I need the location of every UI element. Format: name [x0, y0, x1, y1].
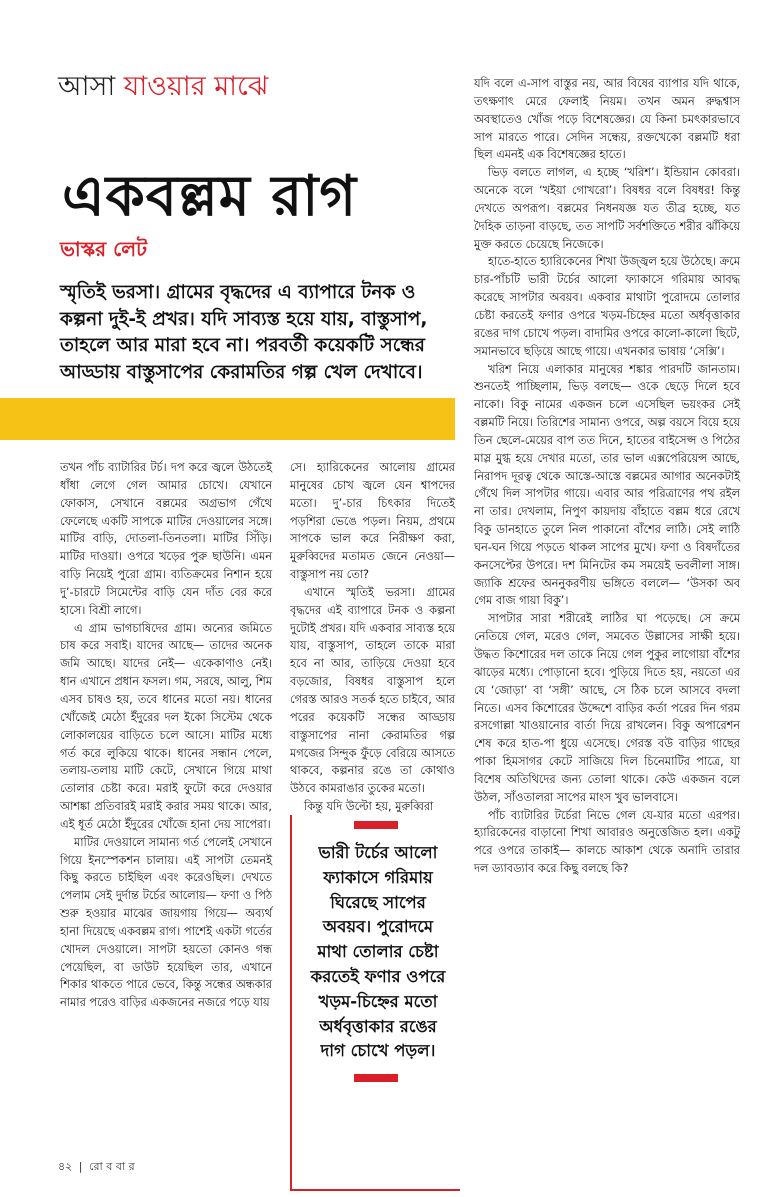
section-header-word-1: আসা — [58, 71, 116, 102]
decorative-yellow-band — [0, 398, 455, 440]
paragraph: এ গ্রাম ভাগচাষিদের গ্রাম। অন্যের জমিতে চাষ করে সবাই। যাদের আছে— তাদের অনেক জমি আছে। যাদের নেই— একেকাণাও নেই। ধান এখানে প্রধান ফসল। গম, সরষে, আলু, শিম এসব চাষও হয়, তবে ধানের মতো নয়। ধানের খোঁজেই মেঠো ইঁদুরের দল ইকো সিস্টেম থেকে লোকালয়ের বাড়িতে চলে আসে। মাটির মধ্যে গর্ত করে লুকিয়ে থাকে। ধানের সন্ধান পেলে, তলায়-তলায় মাটি কেটে, সেখানে গিয়ে মাথা তোলার চেষ্টা করে। মরাই ফুটো করে দেওয়ার আশঙ্কা প্রতিবারই মরাই করার সময় থাকে। আর, এই ধূর্ত মেঠো ইঁদুরের খোঁজে হানা দেয় সাপেরা। — [60, 621, 272, 831]
paragraph: মাটির দেওয়ালে সামান্য গর্ত পেলেই সেখানে গিয়ে ইনস্পেকশন চালায়। এই সাপটা তেমনই কিছু করতে চাইছিল এবং করেওছিল। দেখতে পেলাম সেই দুর্দান্ত টর্চের আলোয়— ফণা ও পিঠ শুরু হওয়ার মাঝের জায়গায় গিয়ে— অব্যর্থ হানা দিয়েছে একবল্লম রাগ। পাশেই একটা গর্তের খোদল দেওয়ালে। সাপটা হয়তো কোনও গন্ধ পেয়েছিল, বা ডাউট হয়েছিল তার, এখানে শিকার থাকতে পারে ভেবে, কিন্তু সন্ধের অন্ধকার নামার পরেও বাড়ির একজনের নজরে পড়ে যায় — [60, 835, 272, 1010]
body-column-1 — [60, 459, 272, 1012]
author-byline: ভাস্কর লেট — [60, 237, 147, 261]
pull-quote-box — [290, 815, 460, 1191]
paragraph: যদি বলে এ-সাপ বাস্তুর নয়, আর বিষের ব্যাপার যদি থাকে, তৎক্ষণাৎ মেরে ফেলাই নিয়ম। তখন অমন রুদ্ধশ্বাস অবস্থাতেও খোঁজ পড়ে বিশেষজ্ঞের। যে কিনা চমৎকারভাবে সাপ মারতে পারে। সেদিন সন্ধেয়, রক্তখেকো বল্লমটি ধরা ছিল এমনই এক বিশেষজ্ঞের হাতে। — [474, 77, 740, 162]
pull-quote-text: ভারী টর্চের আলো ফ্যাকাসে গরিমায় ঘিরেছে সাপের অবয়ব। পুরোদমে মাথা তোলার চেষ্টা করতেই ফণার ওপরে খড়ম-চিহ্নের মতো অর্ধবৃত্তাকার রঙের দাগ চোখে পড়ল। — [310, 843, 446, 1061]
paragraph: এখানে স্মৃতিই ভরসা। গ্রামের বৃদ্ধদের এই ব্যাপারে টনক ও কল্পনা দুটোই প্রখর। যদি একবার সাব্যস্ত হয়ে যায়, বাস্তুসাপ, তাহলে তাকে মারা হবে না আর, তাড়িয়ে দেওয়া হবে বড়জোর, বিষধর বাস্তুসাপ হলে গেরস্ত আরও সতর্ক হতে চাইবে, আর পরের কয়েকটি সন্ধের আড্ডায় বাস্তুসাপের নানা কেরামতির গল্প মগজের সিন্দুক ফুঁড়ে বেরিয়ে আসতে থাকবে, কল্পনার রঙে তা কোথাও উঠবে কামরাঙার তুকের মতো। — [290, 585, 455, 796]
paragraph: হাতে-হাতে হ্যারিকেনের শিখা উজ্জ্বল হয়ে উঠেছে। ক্রমে চার-পাঁচটি ভারী টর্চের আলো ফ্যাকাসে গরিমায় আবদ্ধ করেছে সাপটার অবয়ব। একবার মাথাটা পুরোদমে তোলার চেষ্টা করতেই ফণার ওপরে খড়ম-চিহ্নের মতো অর্ধবৃত্তাকার রঙের দাগ চোখে পড়ল। বাদামির ওপরে কালো-কালো ছিটে, সমানভাবে ছড়িয়ে আছে গায়ে। এখনকার ভাষায় ‘সেক্সি’। — [474, 255, 740, 358]
body-column-3 — [474, 75, 740, 878]
pull-quote-top-bar — [354, 821, 398, 829]
paragraph: তখন পাঁচ ব্যাটারির টর্চ। দপ করে জ্বলে উঠতেই ধাঁধা লেগে গেল আমার চোখে। যেখানে ফোকাস, সেখানে বল্লমের অগ্রভাগ গেঁথে ফেলেছে একটি সাপকে মাটির দেওয়ালের সঙ্গে। মাটির বাড়ি, দোতলা-তিনতলা। মাটির সিঁড়ি। মাটির দাওয়া। ওপরে খড়ের পুরু ছাউনি। এমন বাড়ি নিয়েই পুরো গ্রাম। ব্যতিক্রমের নিশান হয়ে দু’-চারটে সিমেন্টের বাড়ি যেন দাঁত বের করে হাসে। বিশ্রী লাগে। — [60, 461, 272, 617]
section-header — [58, 70, 268, 104]
paragraph: খরিশ নিয়ে এলাকার মানুষের শঙ্কার পারদটি জানতাম। শুনতেই পাচ্ছিলাম, ভিড় বলছে— ওকে ছেড়ে দিলে হবে নাকো। বিকু নামের একজন চলে এসেছিল ভয়ংকর সেই বল্লমটি নিয়ে। তিরিশের সামান্য ওপরে, অল্প বয়সে বিয়ে হয়ে তিন ছেলে-মেয়ের বাপ তত দিনে, হাতের বাইসেপ্স ও পিঠের মাস্ল মুগ্ধ হয়ে দেখার মতো, তার ভাল এক্সপেরিয়েন্স আছে, নিরাপদ দূরত্ব থেকে আস্তে-আস্তে বল্লমের আগার অনেকটাই গেঁথে দিল সাপটার গায়ে। এবার আর পরিত্রাণের পথ রইল না তার। দেখলাম, নিপুণ কায়দায় বাঁহাতে বল্লম ধরে রেখে বিকু ডানহাতে তুলে নিল পাকানো বাঁশের লাঠি। সেই লাঠি ঘন-ঘন গিয়ে পড়তে থাকল সাপের মুখে। ফণা ও বিষদাঁতের কনসেপ্টের উপরে। দশ মিনিটের কম সময়েই ভবলীলা সাঙ্গ। জ্যাকি শ্রফের অননুকরণীয় ভঙ্গিতে বললে— ‘উসকা অব গেম বাজ গায়া বিকু’। — [474, 362, 740, 608]
paragraph: ভিড় বলতে লাগল, এ হচ্ছে ‘খরিশ’। ইন্ডিয়ান কোবরা। অনেকে বলে ‘খইয়া গোখরো’। বিষধর বলে বিষধর! কিন্তু দেখতে অপরূপ। বল্লমের নিধনযজ্ঞ যত তীব্র হচ্ছে, যত দৈহিক তাড়না বাড়ছে, তত সাপটি সর্বশক্তিতে শরীর ঝাঁকিয়ে মুক্ত করতে চেয়েছে নিজেকে। — [474, 166, 740, 251]
page-number: ৪২ — [58, 1160, 73, 1173]
article-intro: স্মৃতিই ভরসা। গ্রামের বৃদ্ধদের এ ব্যাপারে টনক ও কল্পনা দুই-ই প্রখর। যদি সাব্যস্ত হয়ে যায়, বাস্তুসাপ, তাহলে আর মারা হবে না। পরবর্তী কয়েকটি সন্ধের আড্ডায় বাস্তুসাপের কেরামতির গল্প খেল দেখাবে। — [60, 282, 428, 383]
publication-name: রো ব বা র — [89, 1160, 135, 1173]
paragraph: সাপটার সারা শরীরেই লাঠির ঘা পড়েছে। সে ক্রমে নেতিয়ে গেল, মরেও গেল, সমবেত উল্লাসের সাক্ষী হয়ে। উদ্ধত কিশোরের দল তাকে নিয়ে গেল পুকুর লাগোয়া বাঁশের ঝাড়ের মধ্যে। পোড়ানো হবে। পুড়িয়ে দিতে হয়, নয়তো এর যে ‘জোড়া’ বা ‘সঙ্গী’ আছে, সে ঠিক চলে আসবে বদলা নিতে। এসব কিশোরের উদ্দেশে বাড়ির কর্তা পরের দিন গরম রসগোল্লা খাওয়ানোর বার্তা দিয়ে রাখলেন। বিকু অপারেশন শেষ করে হাত-পা ধুয়ে এসেছে। গেরস্ত বউ বাড়ির গাছের পাকা হিমসাগর কেটে সাজিয়ে দিল চিনেমাটির পাত্রে, যা বিশেষ অতিথিদের জন্য তোলা থাকে। কেউ একজন বলে উঠল, সাঁওতালরা সাপের মাংস খুব ভালবাসে। — [474, 612, 740, 804]
pull-quote-bottom-bar — [354, 1074, 398, 1082]
section-header-word-2: যাওয়ার মাঝে — [123, 71, 269, 102]
folio-separator: | — [78, 1160, 83, 1173]
article-headline: একবল্লম রাগ — [62, 163, 358, 229]
paragraph: পাঁচ ব্যাটারির টর্চেরা নিভে গেল যে-যার মতো এরপর। হ্যারিকেনের বাড়ানো শিখা আবারও অনুত্তেজিত হল। একটু পরে ওপরে তাকাই— কালচে আকাশ থেকে অনাদি তারার দল ড্যাবড্যাব করে কিছু বলছে কি? — [474, 808, 740, 876]
paragraph: সে। হ্যারিকেনের আলোয় গ্রামের মানুষের চোখ জ্বলে যেন শ্বাপদের মতো। দু’-চার চিৎকার দিতেই পড়শিরা ভেঙে পড়ল। নিয়ম, প্রথমে সাপকে ভাল করে নিরীক্ষণ করা, মুরুব্বিদের মতামত জেনে নেওয়া— বাস্তুসাপ নয় তো? — [290, 461, 455, 582]
paragraph: কিন্তু যদি উল্টো হয়, মুরুব্বিরা — [304, 800, 434, 814]
body-column-2 — [290, 459, 455, 816]
page-folio — [58, 1160, 135, 1174]
